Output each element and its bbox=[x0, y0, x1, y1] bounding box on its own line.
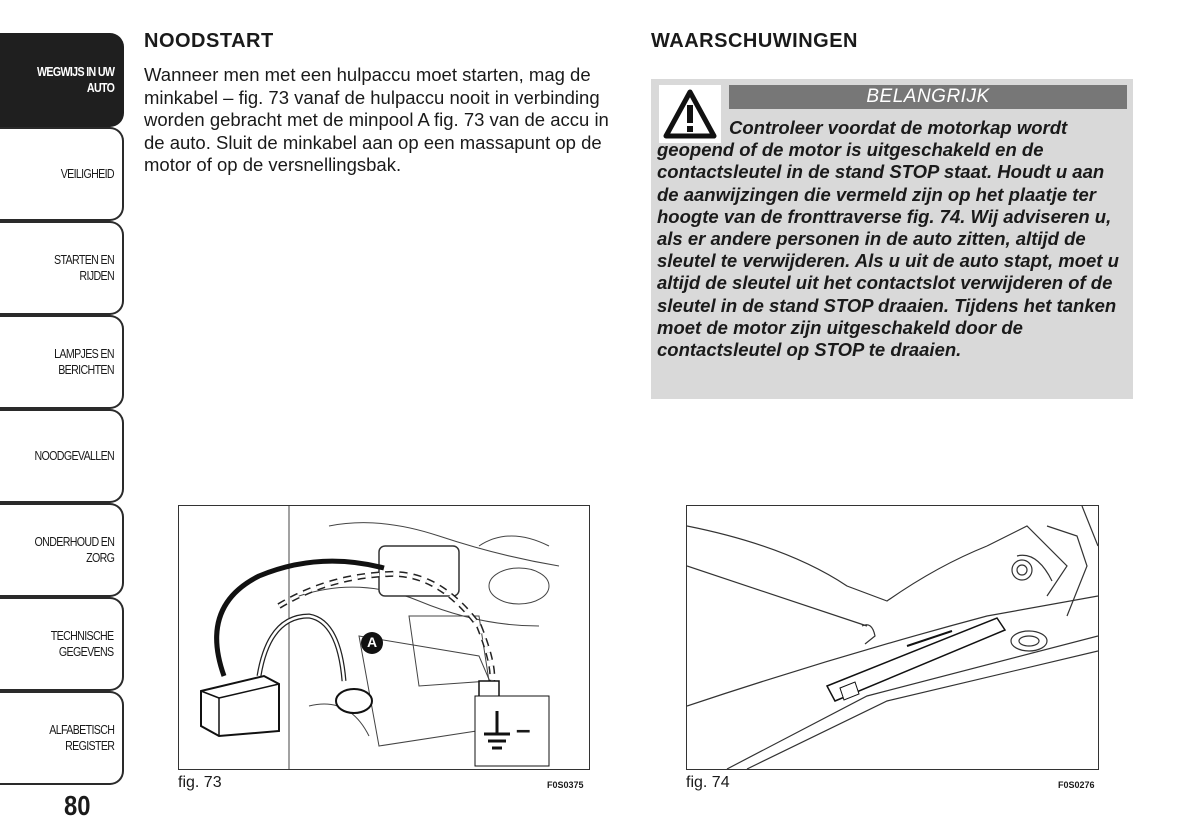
figure-74-code: F0S0276 bbox=[1058, 780, 1095, 790]
tab-label: STARTEN EN RIJDEN bbox=[54, 252, 114, 283]
section-body-noodstart: Wanneer men met een hulpaccu moet starten, mag de minkabel – fig. 73 vanaf de hulpaccu nooit in verbinding worden gebracht met de minpool A fig. 73 van de accu in de auto. Sluit de minkabel aan op een massapunt op de motor of op de versnellingsbak. bbox=[144, 64, 609, 175]
figure-73-jump-start-diagram bbox=[178, 505, 590, 770]
warning-box bbox=[651, 79, 1133, 399]
label-a: A bbox=[366, 634, 378, 650]
tab-label: LAMPJES EN BERICHTEN bbox=[54, 346, 114, 377]
figure-73-caption: fig. 73 bbox=[178, 774, 222, 791]
tab-noodgevallen[interactable] bbox=[0, 409, 124, 503]
tab-label: WEGWIJS IN UW AUTO bbox=[36, 64, 114, 95]
warning-text: Controleer voordat de motorkap wordt geopend of de motor is uitgeschakeld en de contactsleutel in de stand STOP staat. Houdt u aan de aanwijzingen die vermeld zijn op het plaatje ter hoogte van de fronttraverse fig. 74. Wij adviseren u, als er andere personen in de auto zitten, altijd de sleutel te verwijderen. Als u uit de auto stapt, moet u altijd de sleutel uit het contactslot verwijderen of de sleutel in de stand STOP draaien. Tijdens het tanken moet de motor zijn uitgeschakeld door de contactsleutel op STOP te draaien. bbox=[657, 117, 1119, 361]
tab-label: NOODGEVALLEN bbox=[34, 448, 114, 463]
tab-label: VEILIGHEID bbox=[60, 166, 114, 181]
minus-symbol: – bbox=[516, 714, 531, 744]
tab-technische-gegevens[interactable] bbox=[0, 597, 124, 691]
tab-onderhoud-en-zorg[interactable] bbox=[0, 503, 124, 597]
tab-wegwijs-in-uw-auto[interactable] bbox=[0, 33, 124, 127]
figure-74-caption: fig. 74 bbox=[686, 774, 730, 791]
tab-label: TECHNISCHE GEGEVENS bbox=[51, 628, 114, 659]
figure-74-front-crossmember-diagram bbox=[686, 505, 1099, 770]
warning-banner: BELANGRIJK bbox=[729, 85, 1127, 109]
crossmember-illustration bbox=[687, 506, 1098, 769]
section-heading-noodstart: NOODSTART bbox=[144, 30, 274, 52]
figure-73-code: F0S0375 bbox=[547, 780, 584, 790]
tab-label: ONDERHOUD EN ZORG bbox=[34, 534, 114, 565]
page-number: 80 bbox=[64, 790, 91, 821]
tab-label: ALFABETISCH REGISTER bbox=[48, 722, 114, 753]
tab-alfabetisch-register[interactable] bbox=[0, 691, 124, 785]
tab-starten-en-rijden[interactable] bbox=[0, 221, 124, 315]
tab-lampjes-en-berichten[interactable] bbox=[0, 315, 124, 409]
tab-veiligheid[interactable] bbox=[0, 127, 124, 221]
section-heading-waarschuwingen: WAARSCHUWINGEN bbox=[651, 30, 858, 52]
